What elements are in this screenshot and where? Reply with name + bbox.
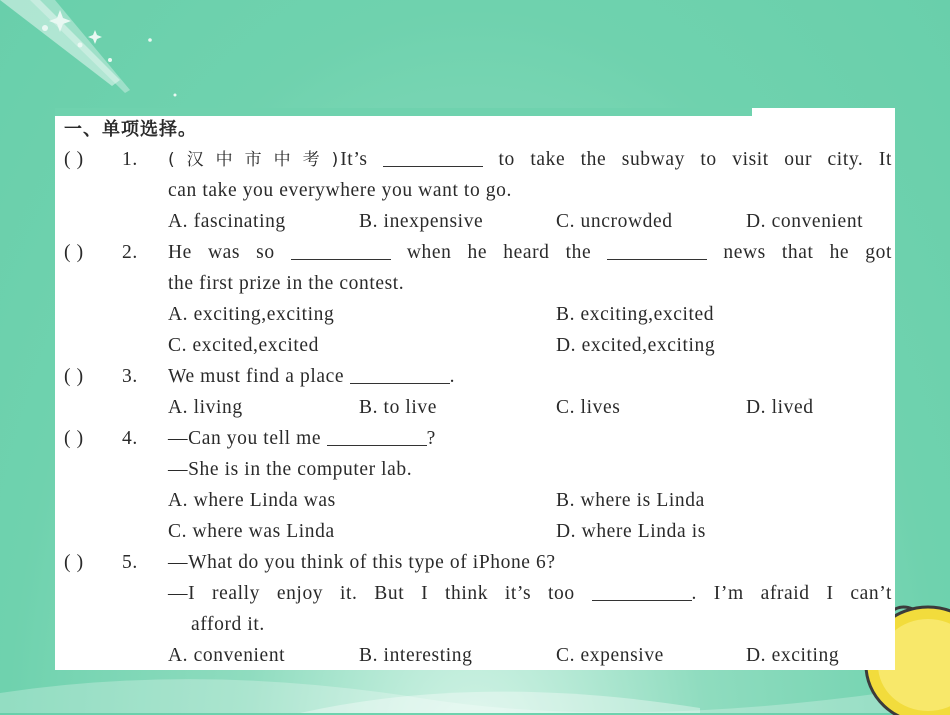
question-5-line-1: [64, 547, 892, 578]
answer-bracket[interactable]: ( ): [64, 149, 84, 170]
question-1-options: [64, 206, 892, 237]
option-b[interactable]: B. inexpensive: [359, 211, 484, 232]
answer-blank[interactable]: [592, 580, 692, 601]
question-4-text: —Can you tell me ?: [168, 423, 892, 454]
question-3-line-1: [64, 361, 892, 392]
question-number: 1.: [122, 149, 138, 170]
question-5-line-3: afford it.: [191, 614, 265, 635]
question-4-line-1: [64, 423, 892, 454]
question-1-text: (汉中市中考)It’s to take the subway to visit our city. It: [168, 144, 892, 176]
question-4-options-row-1: [64, 485, 892, 516]
answer-blank[interactable]: [350, 363, 450, 384]
sparkle-decoration: [0, 0, 200, 120]
option-b[interactable]: B. interesting: [359, 645, 473, 666]
option-d[interactable]: D. exciting: [746, 645, 840, 666]
option-a[interactable]: A. living: [168, 397, 243, 418]
option-c[interactable]: C. uncrowded: [556, 211, 673, 232]
question-4-line-2: —She is in the computer lab.: [168, 459, 413, 480]
question-5-options: [64, 640, 892, 671]
question-number: 3.: [122, 366, 138, 387]
answer-bracket[interactable]: ( ): [64, 366, 84, 387]
option-c[interactable]: C. where was Linda: [168, 521, 335, 542]
question-number: 5.: [122, 552, 138, 573]
question-number: 4.: [122, 428, 138, 449]
answer-blank[interactable]: [327, 425, 427, 446]
question-3-options: [64, 392, 892, 423]
option-a[interactable]: A. exciting,exciting: [168, 304, 335, 325]
option-a[interactable]: A. convenient: [168, 645, 286, 666]
answer-blank[interactable]: [291, 239, 391, 260]
option-c[interactable]: C. excited,excited: [168, 335, 320, 356]
answer-bracket[interactable]: ( ): [64, 552, 84, 573]
option-c[interactable]: C. expensive: [556, 645, 664, 666]
question-number: 2.: [122, 242, 138, 263]
answer-bracket[interactable]: ( ): [64, 242, 84, 263]
question-2-line-1: [64, 237, 892, 268]
question-5-line-2: —I really enjoy it. But I think it’s too . I’m afraid I can’t: [64, 578, 892, 609]
option-b[interactable]: B. to live: [359, 397, 438, 418]
option-d[interactable]: D. where Linda is: [556, 521, 706, 542]
section-title: 一、单项选择。: [64, 119, 197, 140]
option-c[interactable]: C. lives: [556, 397, 621, 418]
question-4-options-row-2: [64, 516, 892, 547]
option-d[interactable]: D. convenient: [746, 211, 864, 232]
question-5-text: —What do you think of this type of iPhone 6?: [168, 552, 556, 573]
question-3-text: We must find a place .: [168, 361, 892, 392]
answer-blank[interactable]: [383, 146, 483, 167]
question-2-options-row-1: [64, 299, 892, 330]
option-a[interactable]: A. fascinating: [168, 211, 286, 232]
question-1-line-1: [64, 144, 892, 175]
option-d[interactable]: D. excited,exciting: [556, 335, 716, 356]
option-a[interactable]: A. where Linda was: [168, 490, 336, 511]
option-d[interactable]: D. lived: [746, 397, 814, 418]
question-1-line-2: can take you everywhere you want to go.: [168, 180, 512, 201]
question-2-line-2: the first prize in the contest.: [168, 273, 405, 294]
question-2-options-row-2: [64, 330, 892, 361]
option-b[interactable]: B. where is Linda: [556, 490, 705, 511]
answer-bracket[interactable]: ( ): [64, 428, 84, 449]
worksheet-content: [64, 116, 892, 671]
question-2-text: He was so when he heard the news that he got: [168, 237, 892, 268]
option-b[interactable]: B. exciting,excited: [556, 304, 715, 325]
source-tag: (汉中市中考): [168, 150, 341, 170]
answer-blank[interactable]: [607, 239, 707, 260]
